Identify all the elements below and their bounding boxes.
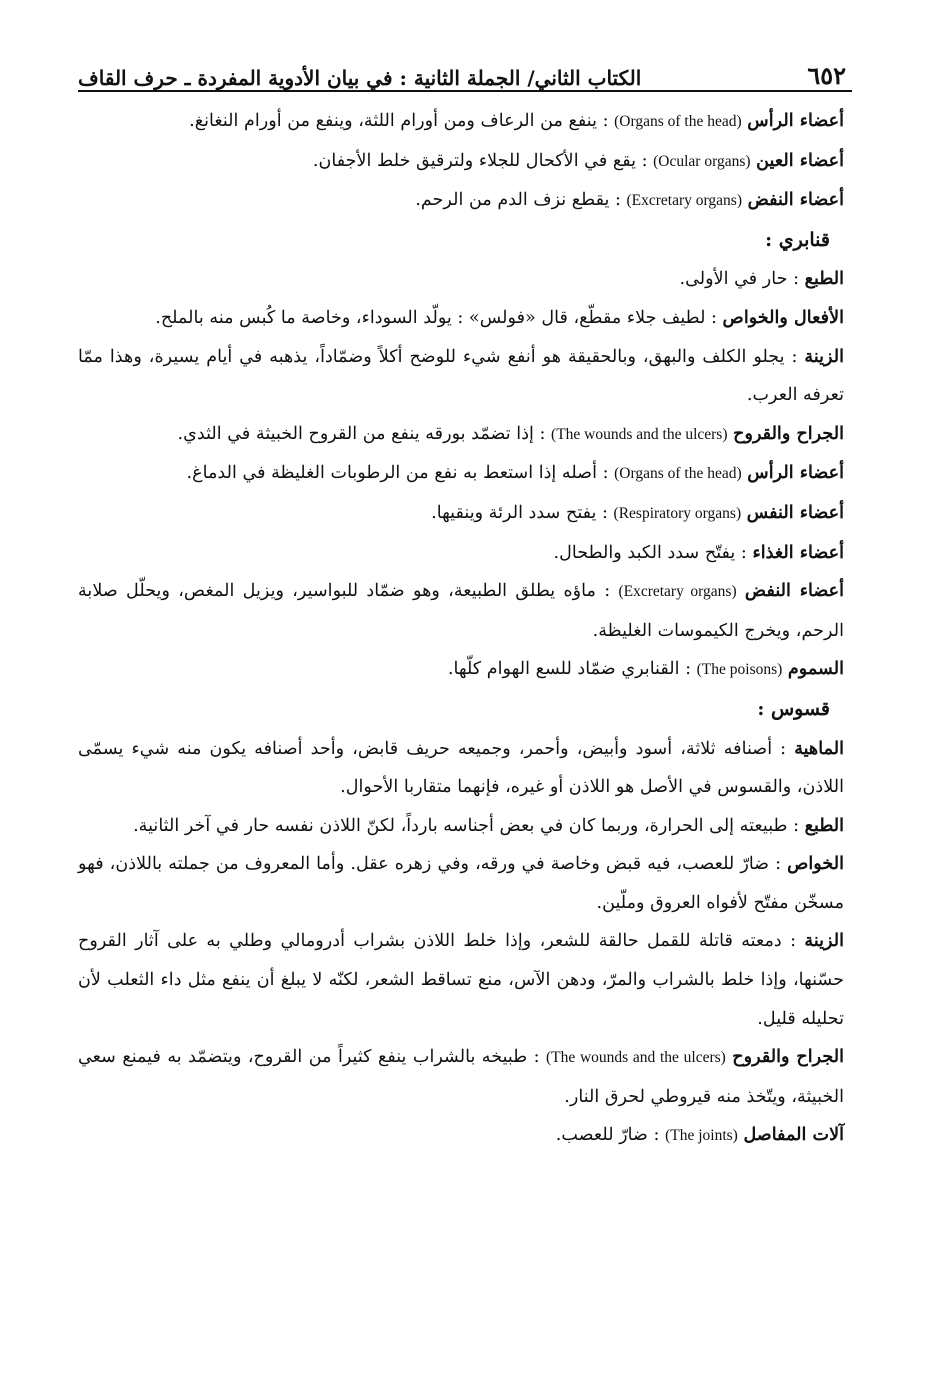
entry — [78, 572, 852, 650]
entry — [78, 494, 852, 534]
drug-term: قنابري : — [765, 228, 830, 251]
entry — [78, 454, 852, 494]
entry-label: أعضاء العين — [756, 149, 844, 171]
entry-text: : يقع في الأكحال للجلاء ولترقيق خلط الأجفان. — [312, 150, 654, 171]
running-title: الكتاب الثاني/ الجملة الثانية : في بيان الأدوية المفردة ـ حرف القاف — [78, 66, 642, 90]
entry — [78, 922, 852, 1038]
entry-text: : القنابري ضمّاد للسع الهوام كلّها. — [447, 659, 697, 680]
entry-label: أعضاء النفس — [746, 501, 844, 523]
entry-text: : ضارّ للعصب. — [555, 1125, 666, 1146]
entry-text: : يفتح سدد الرئة وينقيها. — [431, 502, 614, 523]
page — [78, 52, 852, 1156]
entry-text: : أصنافه ثلاثة، أسود وأبيض، وأحمر، وجميعه حريف قابض، وأحد أصنافه يكون منه شيء يسمّى اللاذن، والقسوس في الأصل هو اللاذن أو غيره، فإنهما متقاربا الأحوال. — [78, 738, 844, 798]
drug-term: قسوس : — [757, 697, 830, 720]
entry-english: (Organs of the head) — [614, 113, 742, 130]
entry-text: : أصله إذا استعط به نفع من الرطوبات الغليظة في الدماغ. — [186, 463, 615, 484]
entry-text: : طبيخه بالشراب ينفع كثيراً من القروح، ويتضمّد به فيمنع سعي الخبيثة، ويتّخذ منه قيروطي لحرق النار. — [78, 1047, 844, 1107]
entries — [78, 102, 852, 1156]
entry-label: الخواص — [787, 853, 844, 875]
entry-label: أعضاء الرأس — [747, 462, 844, 484]
entry-text: : ينفع من الرعاف ومن أورام اللثة، وينفع من أورام النغانغ. — [189, 111, 615, 131]
entry-label: السموم — [787, 658, 844, 680]
entry — [78, 730, 852, 807]
entry — [78, 650, 852, 690]
entry-english: (The joints) — [665, 1127, 738, 1145]
entry — [78, 299, 852, 338]
entry — [78, 1116, 852, 1156]
entry — [78, 807, 852, 846]
entry-text: : يفتّح سدد الكبد والطحال. — [553, 542, 753, 563]
entry — [78, 415, 852, 455]
entry-english: (Respiratory organs) — [613, 504, 742, 522]
entry-text: : حار في الأولى. — [679, 269, 805, 290]
entry-english: (Organs of the head) — [614, 465, 742, 483]
entry-label: الزينة — [804, 930, 844, 952]
entry-text: : طبيعته إلى الحرارة، وربما كان في بعض أجناسه بارداً، لكنّ اللاذن نفسه حار في آخر الثانية. — [133, 815, 805, 836]
entry — [78, 181, 852, 221]
page-header — [78, 52, 852, 92]
entry — [78, 338, 852, 415]
entry-label: الزينة — [804, 345, 844, 367]
entry-label: أعضاء النفض — [744, 580, 844, 602]
entry-label: آلات المفاصل — [743, 1124, 844, 1146]
entry-english: (The wounds and the ulcers) — [545, 1049, 726, 1067]
entry-label: الأفعال والخواص — [722, 306, 844, 328]
entry-text: : ماؤه يطلق الطبيعة، وهو ضمّاد للبواسير، ويزيل المغص، ويحلّل صلابة الرحم، ويخرج الكيموسات الغليظة. — [78, 581, 844, 641]
entry-english: (The poisons) — [696, 661, 783, 679]
entry — [78, 102, 852, 142]
section-heading — [78, 690, 852, 730]
entry-text: : ضارّ للعصب، فيه قبض وخاصة في ورقه، وفي زهره عقل. وأما المعروف من جملته باللاذن، فهو مسخّن مفتّح لأفواه العروق وملّين. — [78, 854, 844, 913]
entry-text: : لطيف جلاء مقطّع، قال «فولس» : يولّد السوداء، وخاصة ما كُبس منه بالملح. — [155, 307, 723, 328]
entry-label: الماهية — [794, 737, 844, 759]
entry-label: أعضاء النفض — [747, 189, 844, 211]
entry-english: (Excretary organs) — [626, 192, 742, 210]
entry-label: أعضاء الغذاء — [752, 541, 844, 563]
entry-label: الطبع — [804, 814, 844, 836]
page-number: ٦٥٢ — [807, 61, 846, 90]
entry-english: (Excretary organs) — [618, 583, 737, 601]
section-heading — [78, 221, 852, 261]
entry-text: : يقطع نزف الدم من الرحم. — [415, 190, 627, 211]
entry-english: (The wounds and the ulcers) — [551, 425, 728, 443]
entry — [78, 1038, 852, 1116]
entry-text: : دمعته قاتلة للقمل حالقة للشعر، وإذا خلط اللاذن بشراب أدرومالي وطلي به على آثار القروح حسّنها، وإذا خلط بالشراب والمرّ، ودهن الآس، منع تساقط الشعر، لكنّه لا يبلغ أن ينفع مثل داء الثعلب لأن تحليله قليل. — [78, 931, 844, 1029]
entry-label: الجراح والقروح — [733, 422, 844, 444]
entry-text: : يجلو الكلف والبهق، وبالحقيقة هو أنفع شيء للوضح أكلاً وضمّاداً، يذهبه في أيام يسيرة، وهذا ممّا تعرفه العرب. — [78, 346, 844, 406]
entry — [78, 845, 852, 922]
entry — [78, 534, 852, 573]
entry-label: الطبع — [804, 268, 844, 290]
entry-english: (Ocular organs) — [653, 152, 751, 170]
entry-text: : إذا تضمّد بورقه ينفع من القروح الخبيثة في الثدي. — [177, 423, 552, 444]
entry-label: الجراح والقروح — [732, 1046, 844, 1068]
entry-label: أعضاء الرأس — [747, 110, 844, 131]
entry — [78, 142, 852, 182]
entry — [78, 260, 852, 299]
